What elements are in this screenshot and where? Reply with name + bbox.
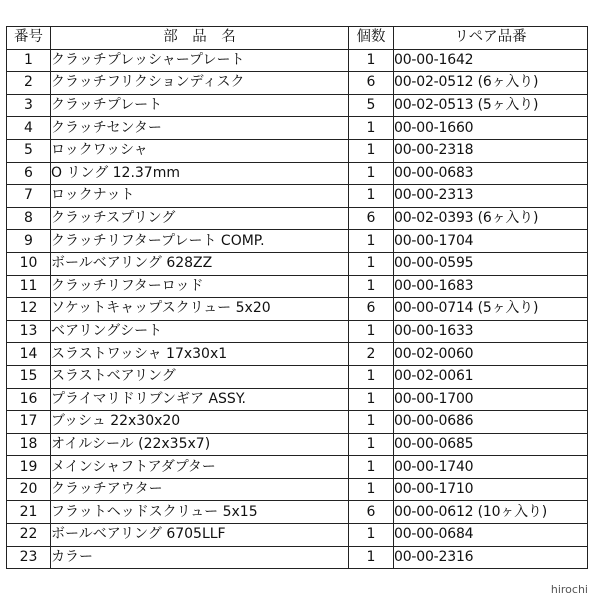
part-name: クラッチリフターロッド bbox=[51, 275, 349, 298]
part-name: クラッチアウター bbox=[51, 478, 349, 501]
part-name: ロックナット bbox=[51, 185, 349, 208]
row-number: 5 bbox=[7, 139, 51, 162]
quantity: 1 bbox=[349, 230, 394, 253]
row-number: 13 bbox=[7, 320, 51, 343]
repair-part-number: 00-00-2318 bbox=[394, 139, 588, 162]
quantity: 1 bbox=[349, 320, 394, 343]
table-row bbox=[7, 365, 588, 388]
quantity: 6 bbox=[349, 501, 394, 524]
quantity: 1 bbox=[349, 524, 394, 547]
quantity: 1 bbox=[349, 365, 394, 388]
table-row bbox=[7, 411, 588, 434]
header-row bbox=[7, 27, 588, 50]
table-row bbox=[7, 343, 588, 366]
quantity: 1 bbox=[349, 478, 394, 501]
repair-part-number: 00-00-1710 bbox=[394, 478, 588, 501]
row-number: 21 bbox=[7, 501, 51, 524]
table-row bbox=[7, 230, 588, 253]
part-name: クラッチフリクションディスク bbox=[51, 72, 349, 95]
row-number: 6 bbox=[7, 162, 51, 185]
table-row bbox=[7, 546, 588, 569]
quantity: 1 bbox=[349, 117, 394, 140]
row-number: 15 bbox=[7, 365, 51, 388]
repair-part-number: 00-02-0060 bbox=[394, 343, 588, 366]
row-number: 18 bbox=[7, 433, 51, 456]
row-number: 4 bbox=[7, 117, 51, 140]
header-repair-part-number: リペア品番 bbox=[394, 27, 588, 50]
part-name: ブッシュ 22x30x20 bbox=[51, 411, 349, 434]
quantity: 1 bbox=[349, 388, 394, 411]
repair-part-number: 00-00-1683 bbox=[394, 275, 588, 298]
part-name: スラストベアリング bbox=[51, 365, 349, 388]
quantity: 6 bbox=[349, 298, 394, 321]
repair-part-number: 00-00-0683 bbox=[394, 162, 588, 185]
part-name: フラットヘッドスクリュー 5x15 bbox=[51, 501, 349, 524]
repair-part-number: 00-02-0061 bbox=[394, 365, 588, 388]
table-row bbox=[7, 501, 588, 524]
repair-part-number: 00-00-2313 bbox=[394, 185, 588, 208]
part-name: メインシャフトアダプター bbox=[51, 456, 349, 479]
row-number: 16 bbox=[7, 388, 51, 411]
table-row bbox=[7, 117, 588, 140]
table-row bbox=[7, 252, 588, 275]
row-number: 17 bbox=[7, 411, 51, 434]
quantity: 6 bbox=[349, 72, 394, 95]
part-name: クラッチプレート bbox=[51, 94, 349, 117]
part-name: クラッチプレッシャープレート bbox=[51, 49, 349, 72]
row-number: 14 bbox=[7, 343, 51, 366]
row-number: 23 bbox=[7, 546, 51, 569]
header-number: 番号 bbox=[7, 27, 51, 50]
table-row bbox=[7, 185, 588, 208]
repair-part-number: 00-00-1660 bbox=[394, 117, 588, 140]
part-name: ロックワッシャ bbox=[51, 139, 349, 162]
repair-part-number: 00-00-1700 bbox=[394, 388, 588, 411]
part-name: オイルシール (22x35x7) bbox=[51, 433, 349, 456]
row-number: 12 bbox=[7, 298, 51, 321]
repair-part-number: 00-02-0512 (6ヶ入り) bbox=[394, 72, 588, 95]
table-row bbox=[7, 320, 588, 343]
repair-part-number: 00-00-0612 (10ヶ入り) bbox=[394, 501, 588, 524]
part-name: クラッチリフタープレート COMP. bbox=[51, 230, 349, 253]
part-name: カラー bbox=[51, 546, 349, 569]
part-name: クラッチセンター bbox=[51, 117, 349, 140]
repair-part-number: 00-00-0595 bbox=[394, 252, 588, 275]
quantity: 1 bbox=[349, 275, 394, 298]
table-row bbox=[7, 388, 588, 411]
quantity: 5 bbox=[349, 94, 394, 117]
parts-table bbox=[6, 26, 588, 569]
quantity: 6 bbox=[349, 207, 394, 230]
row-number: 7 bbox=[7, 185, 51, 208]
header-part-name: 部 品 名 bbox=[51, 27, 349, 50]
repair-part-number: 00-00-1633 bbox=[394, 320, 588, 343]
quantity: 1 bbox=[349, 162, 394, 185]
table-row bbox=[7, 478, 588, 501]
quantity: 2 bbox=[349, 343, 394, 366]
table-row bbox=[7, 94, 588, 117]
repair-part-number: 00-00-2316 bbox=[394, 546, 588, 569]
table-row bbox=[7, 72, 588, 95]
quantity: 1 bbox=[349, 456, 394, 479]
repair-part-number: 00-00-0686 bbox=[394, 411, 588, 434]
table-row bbox=[7, 275, 588, 298]
part-name: ソケットキャップスクリュー 5x20 bbox=[51, 298, 349, 321]
row-number: 20 bbox=[7, 478, 51, 501]
repair-part-number: 00-00-0685 bbox=[394, 433, 588, 456]
table-row bbox=[7, 433, 588, 456]
part-name: プライマリドリブンギア ASSY. bbox=[51, 388, 349, 411]
quantity: 1 bbox=[349, 433, 394, 456]
repair-part-number: 00-00-0684 bbox=[394, 524, 588, 547]
part-name: ボールベアリング 628ZZ bbox=[51, 252, 349, 275]
repair-part-number: 00-02-0513 (5ヶ入り) bbox=[394, 94, 588, 117]
table-row bbox=[7, 162, 588, 185]
row-number: 3 bbox=[7, 94, 51, 117]
table-row bbox=[7, 49, 588, 72]
repair-part-number: 00-00-1740 bbox=[394, 456, 588, 479]
quantity: 1 bbox=[349, 546, 394, 569]
quantity: 1 bbox=[349, 252, 394, 275]
watermark: hirochi bbox=[550, 583, 588, 596]
header-quantity: 個数 bbox=[349, 27, 394, 50]
quantity: 1 bbox=[349, 411, 394, 434]
repair-part-number: 00-00-1704 bbox=[394, 230, 588, 253]
row-number: 10 bbox=[7, 252, 51, 275]
quantity: 1 bbox=[349, 185, 394, 208]
part-name: ベアリングシート bbox=[51, 320, 349, 343]
part-name: ボールベアリング 6705LLF bbox=[51, 524, 349, 547]
row-number: 1 bbox=[7, 49, 51, 72]
table-row bbox=[7, 207, 588, 230]
quantity: 1 bbox=[349, 49, 394, 72]
quantity: 1 bbox=[349, 139, 394, 162]
table-row bbox=[7, 139, 588, 162]
repair-part-number: 00-00-0714 (5ヶ入り) bbox=[394, 298, 588, 321]
row-number: 9 bbox=[7, 230, 51, 253]
row-number: 2 bbox=[7, 72, 51, 95]
part-name: スラストワッシャ 17x30x1 bbox=[51, 343, 349, 366]
table-row bbox=[7, 298, 588, 321]
row-number: 19 bbox=[7, 456, 51, 479]
parts-table-body bbox=[7, 49, 588, 569]
table-row bbox=[7, 524, 588, 547]
table-row bbox=[7, 456, 588, 479]
part-name: O リング 12.37mm bbox=[51, 162, 349, 185]
repair-part-number: 00-00-1642 bbox=[394, 49, 588, 72]
row-number: 11 bbox=[7, 275, 51, 298]
row-number: 8 bbox=[7, 207, 51, 230]
row-number: 22 bbox=[7, 524, 51, 547]
part-name: クラッチスプリング bbox=[51, 207, 349, 230]
repair-part-number: 00-02-0393 (6ヶ入り) bbox=[394, 207, 588, 230]
